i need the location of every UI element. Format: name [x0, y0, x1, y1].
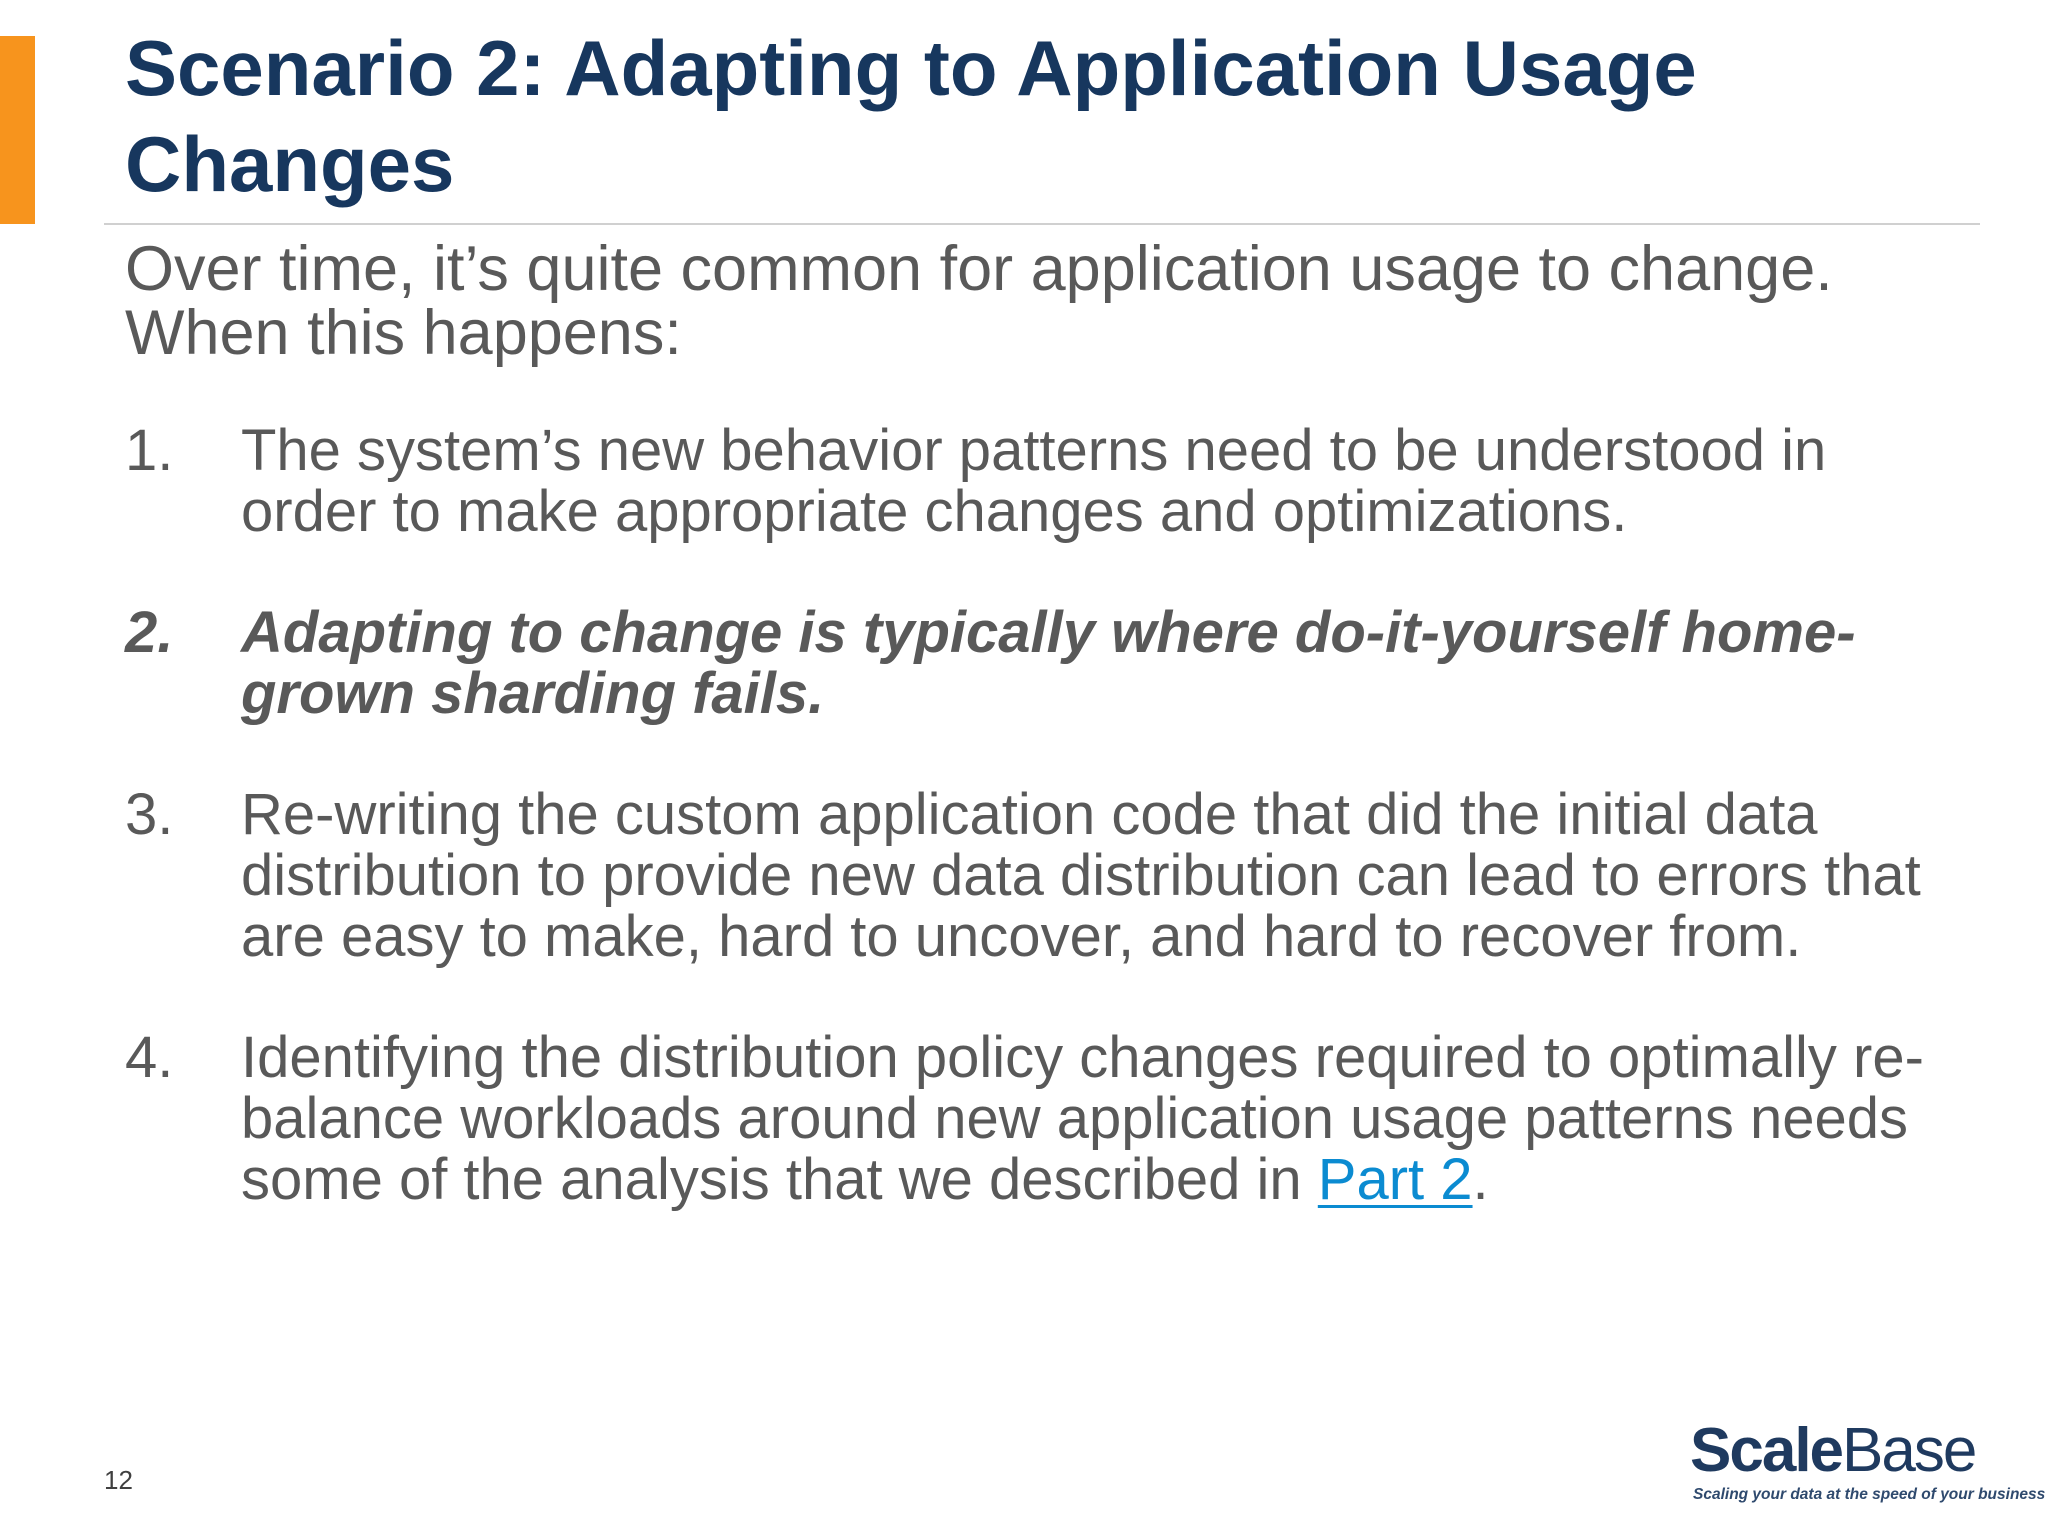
scalebase-logo	[1690, 1416, 2046, 1503]
step-number: 2.	[125, 600, 174, 665]
steps-list	[125, 420, 1955, 1270]
step-text-before-link: Identifying the distribution policy changes required to optimally re-balance workloads around new application usage patterns needs some of the analysis that we described in	[241, 1025, 1924, 1212]
title-divider	[104, 223, 1980, 225]
accent-bar	[0, 36, 35, 224]
step-number: 1.	[125, 418, 174, 483]
step-number: 4.	[125, 1025, 174, 1090]
part-2-link[interactable]: Part 2	[1317, 1147, 1473, 1212]
step-text: The system’s new behavior patterns need to be understood in order to make appropriate changes and optimizations.	[241, 418, 1827, 544]
step-text	[241, 1025, 1924, 1212]
intro-text: Over time, it’s quite common for application usage to change. When this happens:	[125, 234, 1833, 368]
logo-tagline: Scaling your data at the speed of your business	[1693, 1486, 2046, 1503]
step-text-after-link: .	[1472, 1147, 1489, 1212]
slide-title: Scenario 2: Adapting to Application Usage Changes	[125, 24, 1697, 208]
step-number: 3.	[125, 782, 174, 847]
list-item	[125, 420, 1955, 542]
page-number: 12	[104, 1465, 133, 1495]
logo-wordmark	[1690, 1416, 1990, 1485]
list-item	[125, 1027, 1955, 1210]
step-text: Re-writing the custom application code that did the initial data distribution to provide new data distribution can lead to errors that are easy to make, hard to uncover, and hard to recover from.	[241, 782, 1921, 969]
step-text: Adapting to change is typically where do-it-yourself home-grown sharding fails.	[241, 600, 1856, 726]
logo-name-light: Base	[1842, 1416, 1976, 1485]
list-item	[125, 602, 1955, 724]
logo-name-bold: Scale	[1690, 1416, 1843, 1485]
list-item	[125, 784, 1955, 967]
